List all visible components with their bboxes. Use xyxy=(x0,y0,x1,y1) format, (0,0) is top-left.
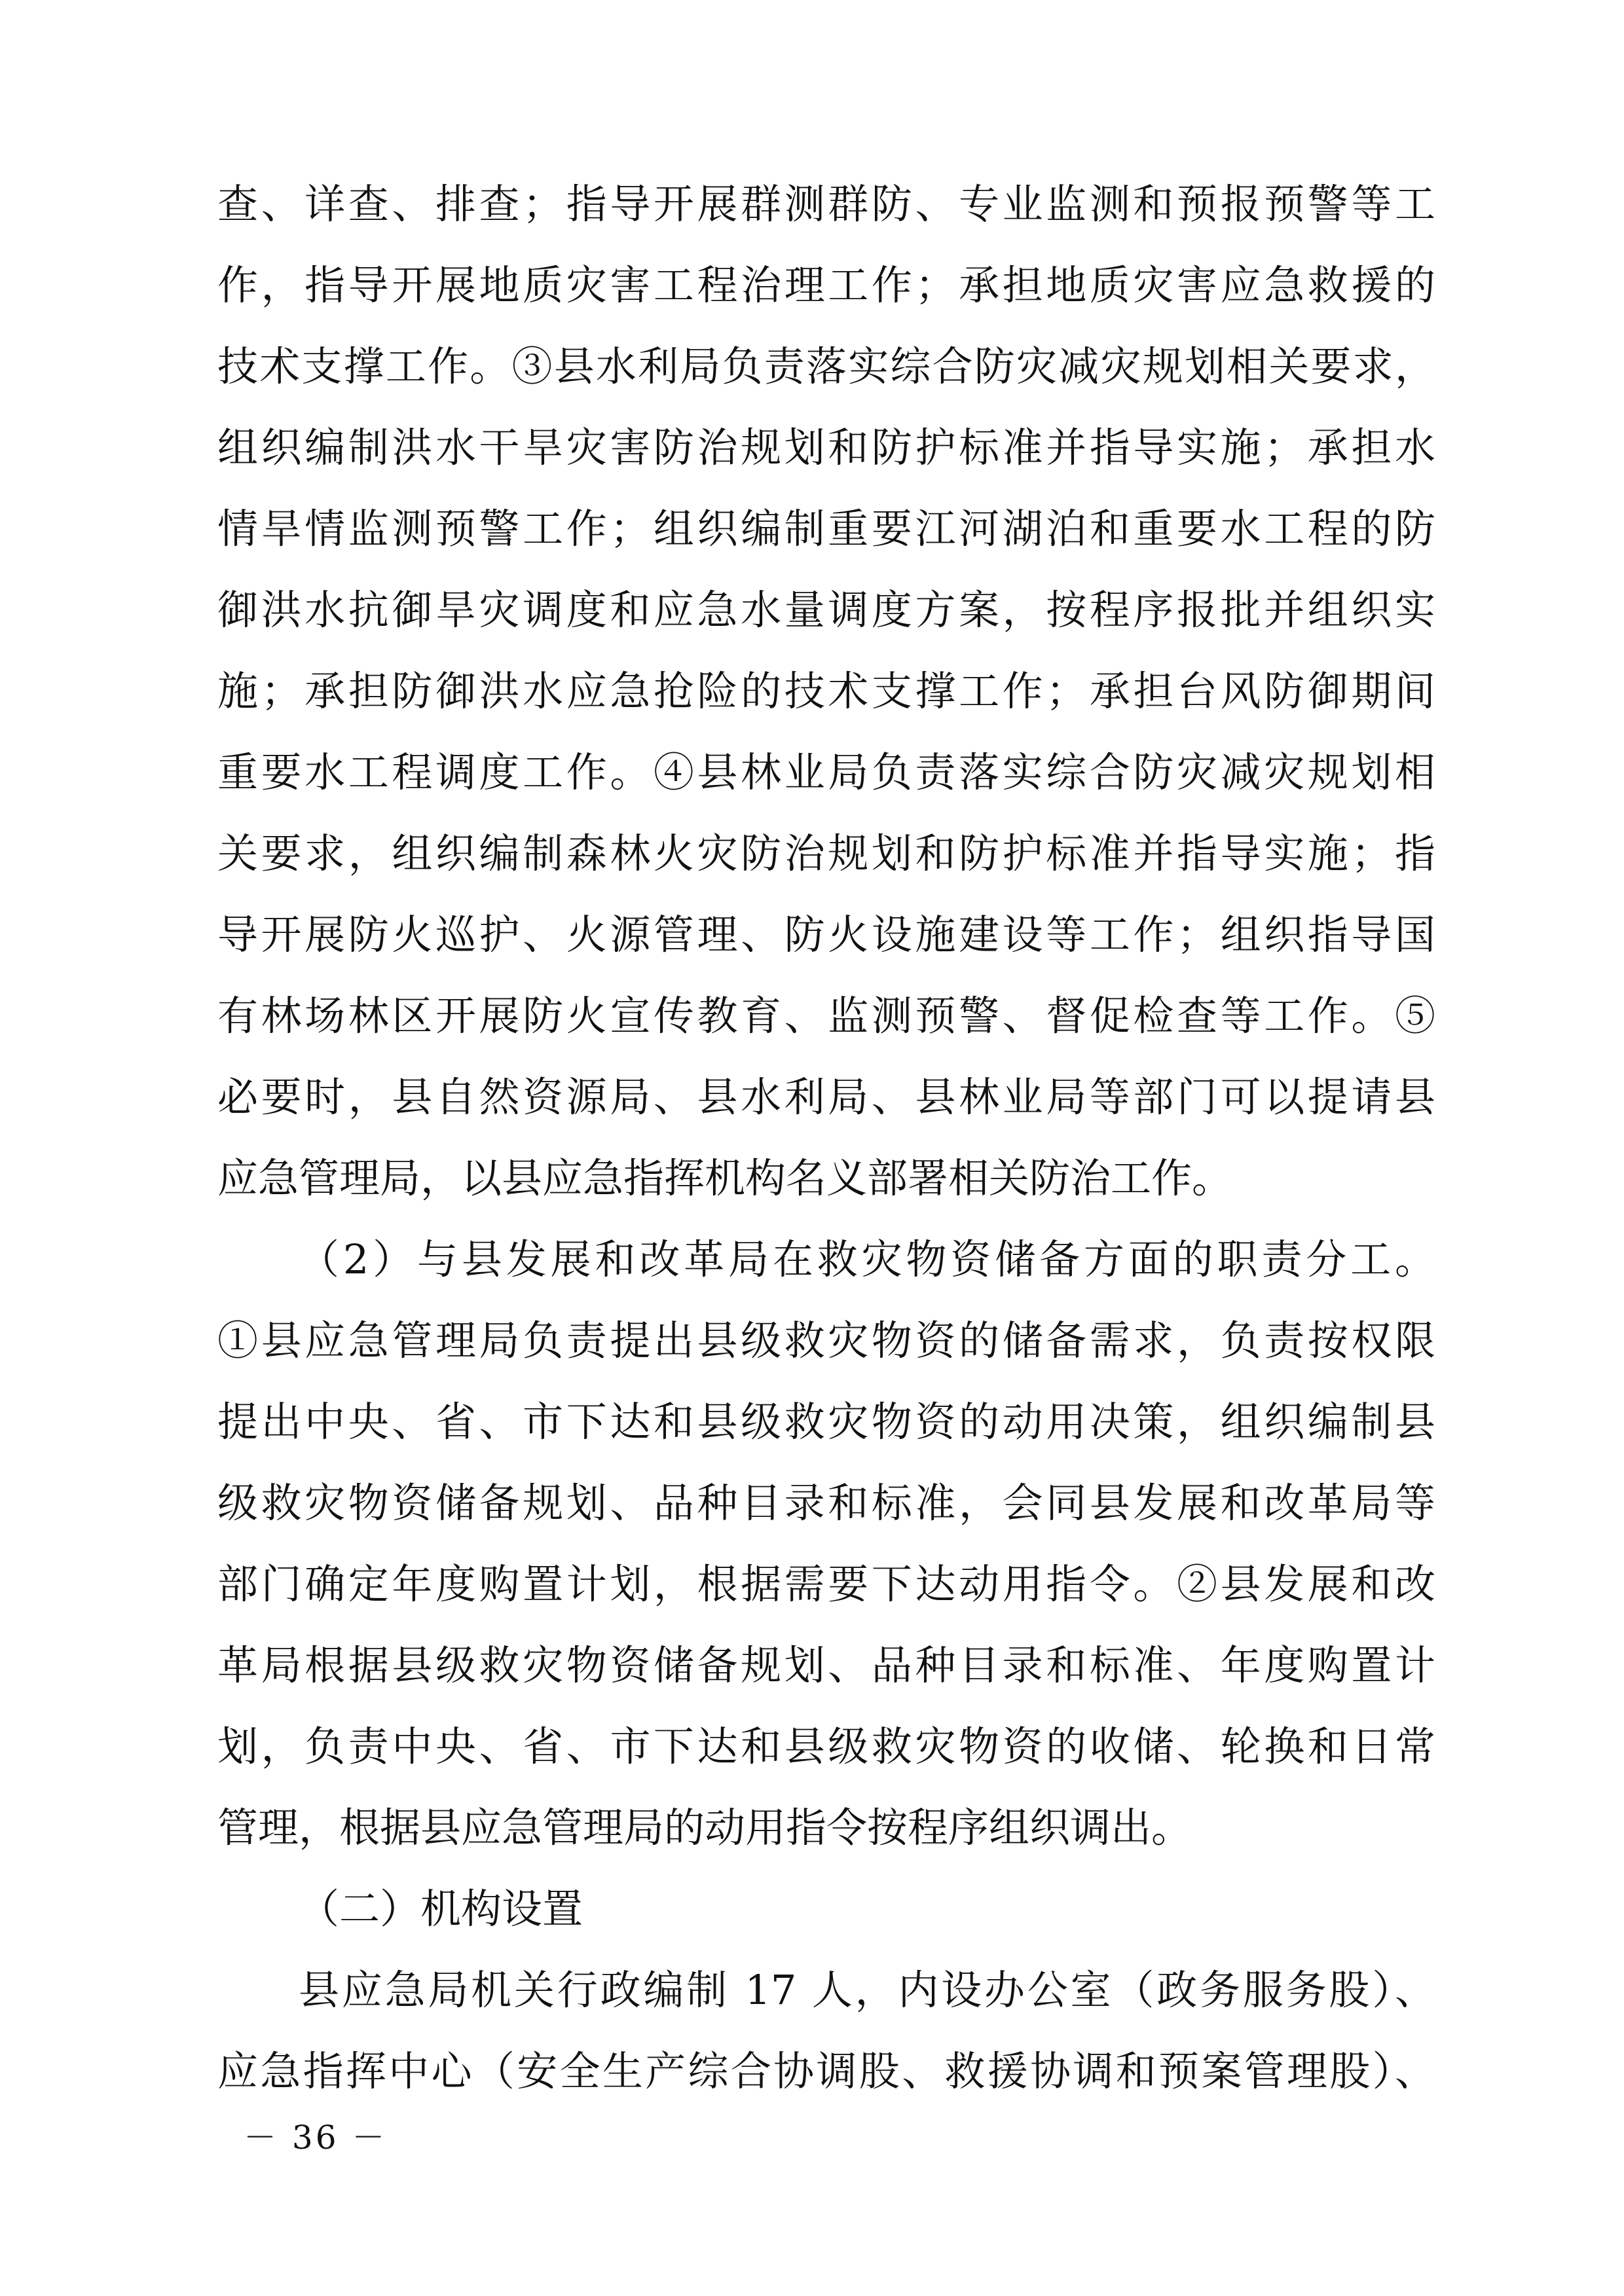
text-line-12: 必要时，县自然资源局、县水利局、县林业局等部门可以提请县 xyxy=(217,1073,1435,1121)
text-line-5: 情旱情监测预警工作；组织编制重要江河湖泊和重要水工程的防 xyxy=(217,505,1435,553)
text-line-20: 划，负责中央、省、市下达和县级救灾物资的收储、轮换和日常 xyxy=(217,1722,1435,1770)
text-line-9: 关要求，组织编制森林火灾防治规划和防护标准并指导实施；指 xyxy=(217,829,1435,877)
text-line-15: ①县应急管理局负责提出县级救灾物资的储备需求，负责按权限 xyxy=(217,1317,1435,1364)
text-line-24: 应急指挥中心（安全生产综合协调股、救援协调和预案管理股）、 xyxy=(217,2047,1435,2095)
section-heading: （二）机构设置 xyxy=(299,1885,583,1933)
text-line-23: 县应急局机关行政编制 17 人，内设办公室（政务服务股）、 xyxy=(299,1966,1435,2014)
text-line-14: （2）与县发展和改革局在救灾物资储备方面的职责分工。 xyxy=(299,1235,1435,1283)
text-line-8: 重要水工程调度工作。④县林业局负责落实综合防灾减灾规划相 xyxy=(217,748,1435,796)
text-line-10: 导开展防火巡护、火源管理、防火设施建设等工作；组织指导国 xyxy=(217,911,1435,958)
text-line-6: 御洪水抗御旱灾调度和应急水量调度方案，按程序报批并组织实 xyxy=(217,586,1435,634)
text-line-18: 部门确定年度购置计划，根据需要下达动用指令。②县发展和改 xyxy=(217,1560,1435,1608)
text-line-21: 管理，根据县应急管理局的动用指令按程序组织调出。 xyxy=(217,1804,1192,1851)
text-line-19: 革局根据县级救灾物资储备规划、品种目录和标准、年度购置计 xyxy=(217,1641,1435,1689)
text-line-3: 技术支撑工作。③县水利局负责落实综合防灾减灾规划相关要求， xyxy=(217,342,1435,390)
text-line-2: 作，指导开展地质灾害工程治理工作；承担地质灾害应急救援的 xyxy=(217,261,1435,309)
body-text xyxy=(217,164,1435,2112)
text-line-17: 级救灾物资储备规划、品种目录和标准，会同县发展和改革局等 xyxy=(217,1479,1435,1527)
text-line-1: 查、详查、排查；指导开展群测群防、专业监测和预报预警等工 xyxy=(217,180,1435,228)
text-line-11: 有林场林区开展防火宣传教育、监测预警、督促检查等工作。⑤ xyxy=(217,992,1435,1040)
text-line-7: 施；承担防御洪水应急抢险的技术支撑工作；承担台风防御期间 xyxy=(217,667,1435,715)
text-line-4: 组织编制洪水干旱灾害防治规划和防护标准并指导实施；承担水 xyxy=(217,424,1435,471)
page-number: － 36 － xyxy=(244,2119,388,2157)
text-line-13: 应急管理局，以县应急指挥机构名义部署相关防治工作。 xyxy=(217,1154,1233,1202)
text-line-16: 提出中央、省、市下达和县级救灾物资的动用决策，组织编制县 xyxy=(217,1398,1435,1446)
